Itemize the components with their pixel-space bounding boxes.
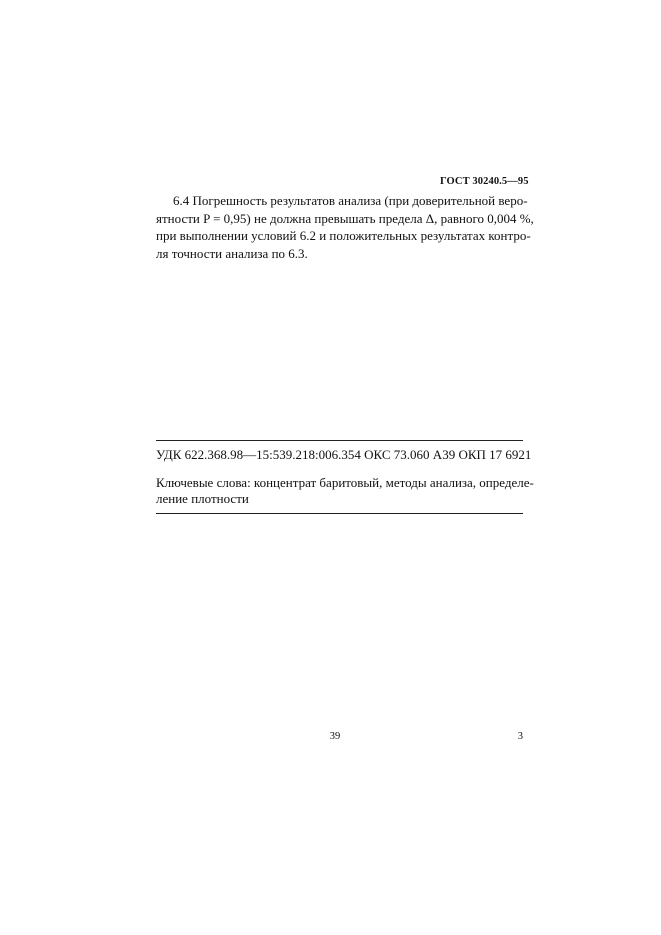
keywords-line: Ключевые слова: концентрат баритовый, методы анализа, определе-: [156, 475, 534, 490]
udk-classification: УДК 622.368.98—15:539.218:006.354 ОКС 73.060 А39 ОКП 17 6921: [156, 447, 532, 462]
keywords: [156, 475, 534, 507]
standard-code: ГОСТ 30240.5—95: [440, 176, 529, 187]
sheet-number: 3: [517, 731, 523, 742]
divider-top: [156, 440, 523, 441]
keywords-line: ление плотности: [156, 491, 249, 506]
page-number: 39: [329, 731, 341, 742]
clause-line: при выполнении условий 6.2 и положительных результатах контро-: [156, 228, 531, 243]
clause-line: ятности P = 0,95) не должна превышать предела Δ, равного 0,004 %,: [156, 210, 534, 226]
clause-6-4: [156, 192, 534, 262]
clause-line: ля точности анализа по 6.3.: [156, 245, 308, 261]
divider-bottom: [156, 513, 523, 514]
clause-line: 6.4 Погрешность результатов анализа (при доверительной веро-: [173, 193, 528, 208]
